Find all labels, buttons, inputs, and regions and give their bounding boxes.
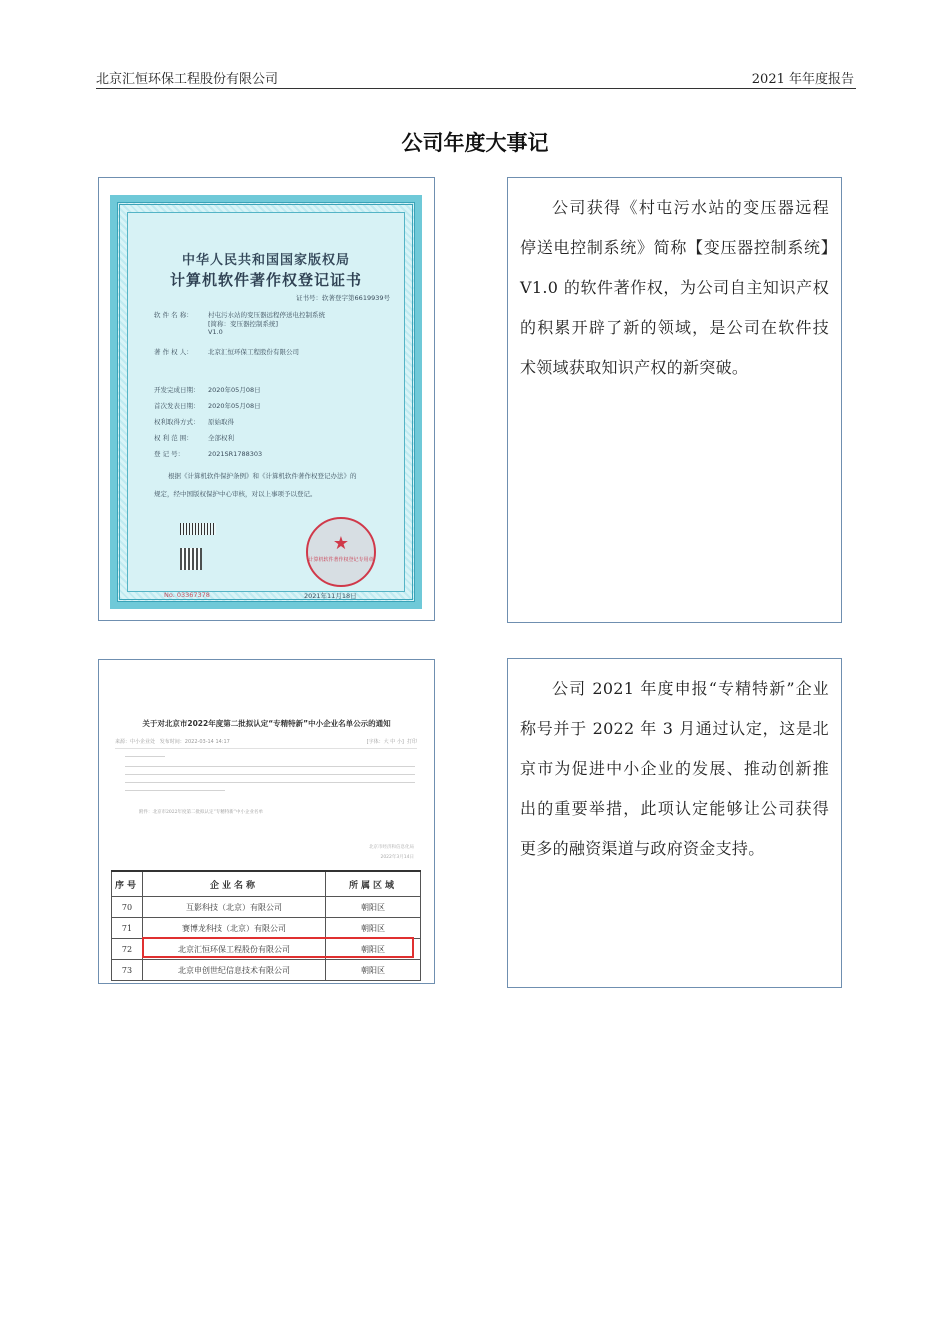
certificate-row: 权 利 范 围： 全部权利 bbox=[154, 434, 234, 442]
certificate-row: 开发完成日期： 2020年05月08日 bbox=[154, 386, 261, 394]
certificate-issuer: 中华人民共和国国家版权局 bbox=[181, 253, 350, 268]
event-description-1 bbox=[507, 177, 842, 623]
page-header bbox=[96, 66, 856, 89]
notice-text-line bbox=[125, 790, 225, 791]
column-header: 所属区域 bbox=[326, 871, 421, 897]
qr-code-icon bbox=[180, 548, 202, 570]
certificate-row: 登 记 号： 2021SR1788303 bbox=[154, 450, 263, 458]
highlight-box bbox=[142, 937, 414, 958]
certificate-row: 软 件 名 称： 村屯污水站的变压器远程停送电控制系统 bbox=[154, 311, 325, 319]
notice-title: 关于对北京市2022年度第二批拟认定“专精特新”中小企业名单公示的通知 bbox=[142, 719, 391, 728]
table-row: 71 赛博龙科技（北京）有限公司 朝阳区 bbox=[112, 918, 421, 939]
event-description-2 bbox=[507, 658, 842, 988]
certificate-row: 首次发表日期： 2020年05月08日 bbox=[154, 402, 261, 410]
event-text: 公司 2021 年度申报“专精特新”企业称号并于 2022 年 3 月通过认定，这是北京市为促进中小企业的发展、推动创新推出的重要举措，此项认定能够让公司获得更多的融资渠道与政府资金支持。 bbox=[520, 679, 829, 858]
table-header-row bbox=[112, 871, 421, 897]
header-report: 2021 年年度报告 bbox=[751, 72, 854, 87]
notice-image-frame bbox=[98, 659, 435, 984]
certificate-row: [简称：变压器控制系统] bbox=[208, 320, 279, 328]
notice-text-line bbox=[125, 782, 415, 783]
certificate-statement: 规定，经中国版权保护中心审核，对以上事项予以登记。 bbox=[154, 490, 317, 498]
column-header: 序号 bbox=[112, 871, 143, 897]
column-header: 企业名称 bbox=[143, 871, 326, 897]
notice-text-line bbox=[125, 766, 415, 767]
notice-attachment: 附件：北京市2022年度第二批拟认定“专精特新”中小企业名单 bbox=[139, 810, 264, 815]
page-title: 公司年度大事记 bbox=[401, 131, 549, 155]
table-row-highlighted: 72 北京汇恒环保工程股份有限公司 朝阳区 bbox=[112, 939, 421, 960]
notice-text-line bbox=[125, 756, 165, 757]
table-row: 70 互影科技（北京）有限公司 朝阳区 bbox=[112, 897, 421, 918]
certificate-date: 2021年11月18日 bbox=[304, 592, 357, 600]
barcode-icon bbox=[180, 523, 216, 535]
table-row: 73 北京申创世纪信息技术有限公司 朝阳区 bbox=[112, 960, 421, 981]
certificate-row: 权利取得方式： 原始取得 bbox=[154, 418, 234, 426]
official-seal-icon: ★ 计算机软件著作权登记专用章 bbox=[306, 517, 376, 587]
header-company: 北京汇恒环保工程股份有限公司 bbox=[96, 72, 279, 87]
certificate-serial: No. 03367378 bbox=[164, 591, 210, 599]
notice-meta: 来源：中小企业处 发布时间：2022-03-14 14:17 [字体：大 中 小] 打印 bbox=[115, 738, 417, 749]
certificate-row: 著 作 权 人： 北京汇恒环保工程股份有限公司 bbox=[154, 348, 299, 356]
certificate-row: V1.0 bbox=[208, 328, 223, 336]
certificate-statement: 根据《计算机软件保护条例》和《计算机软件著作权登记办法》的 bbox=[168, 472, 357, 480]
notice-sign-date: 2022年3月14日 bbox=[380, 855, 414, 860]
notice-text-line bbox=[125, 774, 415, 775]
certificate-number: 证书号：软著登字第6619939号 bbox=[296, 294, 390, 302]
enterprise-table bbox=[111, 870, 421, 981]
notice-sign-org: 北京市经济和信息化局 bbox=[369, 845, 414, 850]
copyright-certificate bbox=[110, 195, 422, 609]
event-text: 公司获得《村屯污水站的变压器远程停送电控制系统》简称【变压器控制系统】V1.0 的软件著作权，为公司自主知识产权的积累开辟了新的领域，是公司在软件技术领域获取知识产权的新突破。 bbox=[520, 198, 829, 377]
certificate-image-frame bbox=[98, 177, 435, 621]
certificate-title: 计算机软件著作权登记证书 bbox=[169, 271, 362, 289]
